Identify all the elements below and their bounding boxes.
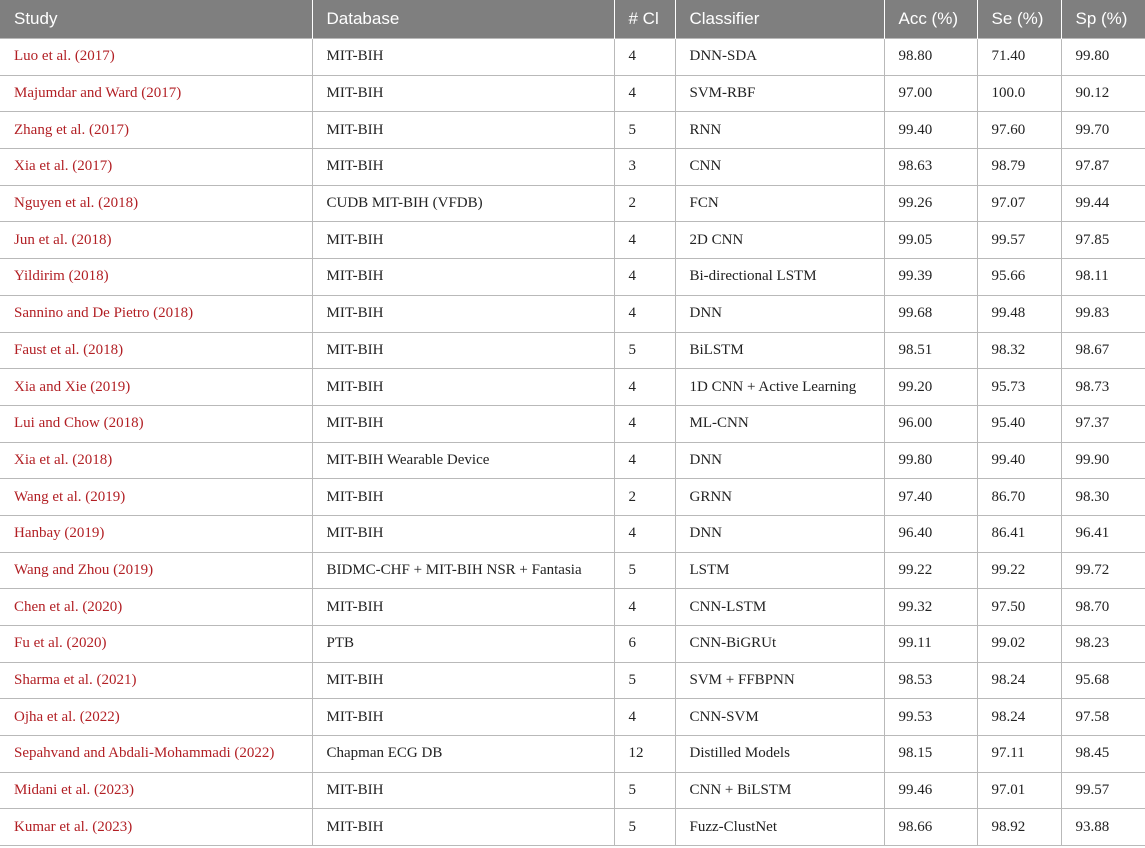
cell-study[interactable]: Ojha et al. (2022) xyxy=(0,699,312,736)
cell-classes: 4 xyxy=(614,39,675,76)
table-row xyxy=(0,295,1145,332)
table-row xyxy=(0,222,1145,259)
cell-study[interactable]: Midani et al. (2023) xyxy=(0,772,312,809)
cell-sensitivity: 99.40 xyxy=(977,442,1061,479)
cell-accuracy: 97.40 xyxy=(884,479,977,516)
cell-specificity: 98.45 xyxy=(1061,736,1145,773)
cell-study[interactable]: Nguyen et al. (2018) xyxy=(0,185,312,222)
cell-database: MIT-BIH xyxy=(312,589,614,626)
cell-database: MIT-BIH xyxy=(312,149,614,186)
cell-database: MIT-BIH xyxy=(312,405,614,442)
cell-sensitivity: 99.57 xyxy=(977,222,1061,259)
table-row xyxy=(0,75,1145,112)
cell-accuracy: 99.26 xyxy=(884,185,977,222)
cell-classifier: CNN + BiLSTM xyxy=(675,772,884,809)
cell-database: Chapman ECG DB xyxy=(312,736,614,773)
cell-accuracy: 98.15 xyxy=(884,736,977,773)
cell-sensitivity: 97.07 xyxy=(977,185,1061,222)
cell-classifier: Distilled Models xyxy=(675,736,884,773)
cell-database: MIT-BIH xyxy=(312,369,614,406)
cell-specificity: 97.85 xyxy=(1061,222,1145,259)
header-classes: # Cl xyxy=(614,0,675,39)
header-database: Database xyxy=(312,0,614,39)
table-row xyxy=(0,515,1145,552)
cell-classifier: CNN-LSTM xyxy=(675,589,884,626)
table-row xyxy=(0,626,1145,663)
table-row xyxy=(0,39,1145,76)
cell-classifier: FCN xyxy=(675,185,884,222)
cell-classifier: DNN xyxy=(675,442,884,479)
cell-sensitivity: 98.32 xyxy=(977,332,1061,369)
cell-sensitivity: 95.40 xyxy=(977,405,1061,442)
cell-classes: 3 xyxy=(614,149,675,186)
table-row xyxy=(0,736,1145,773)
cell-accuracy: 99.20 xyxy=(884,369,977,406)
table-row xyxy=(0,552,1145,589)
cell-sensitivity: 97.50 xyxy=(977,589,1061,626)
table-row xyxy=(0,699,1145,736)
cell-classifier: CNN xyxy=(675,149,884,186)
cell-classifier: RNN xyxy=(675,112,884,149)
cell-study[interactable]: Zhang et al. (2017) xyxy=(0,112,312,149)
header-study: Study xyxy=(0,0,312,39)
cell-sensitivity: 98.24 xyxy=(977,699,1061,736)
cell-database: MIT-BIH Wearable Device xyxy=(312,442,614,479)
table-row xyxy=(0,332,1145,369)
table-row xyxy=(0,589,1145,626)
cell-study[interactable]: Sepahvand and Abdali-Mohammadi (2022) xyxy=(0,736,312,773)
cell-classes: 6 xyxy=(614,626,675,663)
cell-accuracy: 97.00 xyxy=(884,75,977,112)
cell-specificity: 99.80 xyxy=(1061,39,1145,76)
cell-database: MIT-BIH xyxy=(312,809,614,846)
cell-classes: 4 xyxy=(614,259,675,296)
table-row xyxy=(0,185,1145,222)
cell-sensitivity: 99.22 xyxy=(977,552,1061,589)
cell-classes: 4 xyxy=(614,515,675,552)
cell-database: MIT-BIH xyxy=(312,515,614,552)
cell-study[interactable]: Fu et al. (2020) xyxy=(0,626,312,663)
cell-sensitivity: 98.92 xyxy=(977,809,1061,846)
cell-classifier: Bi-directional LSTM xyxy=(675,259,884,296)
cell-classes: 5 xyxy=(614,552,675,589)
table-row xyxy=(0,405,1145,442)
cell-sensitivity: 100.0 xyxy=(977,75,1061,112)
cell-study[interactable]: Jun et al. (2018) xyxy=(0,222,312,259)
cell-accuracy: 98.80 xyxy=(884,39,977,76)
cell-accuracy: 99.68 xyxy=(884,295,977,332)
cell-database: MIT-BIH xyxy=(312,332,614,369)
table-row xyxy=(0,772,1145,809)
cell-classes: 4 xyxy=(614,75,675,112)
cell-accuracy: 98.51 xyxy=(884,332,977,369)
cell-classifier: CNN-BiGRUt xyxy=(675,626,884,663)
cell-study[interactable]: Sharma et al. (2021) xyxy=(0,662,312,699)
cell-specificity: 99.72 xyxy=(1061,552,1145,589)
cell-accuracy: 99.80 xyxy=(884,442,977,479)
cell-classifier: ML-CNN xyxy=(675,405,884,442)
cell-database: CUDB MIT-BIH (VFDB) xyxy=(312,185,614,222)
cell-study[interactable]: Faust et al. (2018) xyxy=(0,332,312,369)
cell-classifier: DNN xyxy=(675,295,884,332)
table-row xyxy=(0,809,1145,846)
cell-specificity: 93.88 xyxy=(1061,809,1145,846)
table-body xyxy=(0,39,1145,846)
cell-sensitivity: 71.40 xyxy=(977,39,1061,76)
table-row xyxy=(0,259,1145,296)
cell-sensitivity: 86.70 xyxy=(977,479,1061,516)
header-accuracy: Acc (%) xyxy=(884,0,977,39)
cell-classes: 2 xyxy=(614,185,675,222)
table-row xyxy=(0,112,1145,149)
cell-specificity: 99.70 xyxy=(1061,112,1145,149)
cell-specificity: 98.11 xyxy=(1061,259,1145,296)
cell-classifier: LSTM xyxy=(675,552,884,589)
table-row xyxy=(0,479,1145,516)
cell-classifier: SVM-RBF xyxy=(675,75,884,112)
table-row xyxy=(0,662,1145,699)
cell-database: MIT-BIH xyxy=(312,75,614,112)
cell-specificity: 96.41 xyxy=(1061,515,1145,552)
cell-classifier: 2D CNN xyxy=(675,222,884,259)
cell-database: MIT-BIH xyxy=(312,699,614,736)
cell-classes: 4 xyxy=(614,295,675,332)
cell-specificity: 98.70 xyxy=(1061,589,1145,626)
cell-study[interactable]: Sannino and De Pietro (2018) xyxy=(0,295,312,332)
cell-sensitivity: 97.11 xyxy=(977,736,1061,773)
cell-study[interactable]: Lui and Chow (2018) xyxy=(0,405,312,442)
cell-classes: 4 xyxy=(614,222,675,259)
header-classifier: Classifier xyxy=(675,0,884,39)
cell-database: MIT-BIH xyxy=(312,479,614,516)
cell-specificity: 99.57 xyxy=(1061,772,1145,809)
cell-accuracy: 99.39 xyxy=(884,259,977,296)
cell-classifier: SVM + FFBPNN xyxy=(675,662,884,699)
cell-database: PTB xyxy=(312,626,614,663)
cell-classifier: DNN-SDA xyxy=(675,39,884,76)
cell-classifier: 1D CNN + Active Learning xyxy=(675,369,884,406)
cell-sensitivity: 98.24 xyxy=(977,662,1061,699)
cell-study[interactable]: Luo et al. (2017) xyxy=(0,39,312,76)
cell-accuracy: 99.05 xyxy=(884,222,977,259)
cell-study[interactable]: Xia et al. (2017) xyxy=(0,149,312,186)
cell-classes: 12 xyxy=(614,736,675,773)
cell-accuracy: 99.53 xyxy=(884,699,977,736)
cell-database: MIT-BIH xyxy=(312,259,614,296)
cell-specificity: 98.23 xyxy=(1061,626,1145,663)
cell-sensitivity: 99.02 xyxy=(977,626,1061,663)
cell-accuracy: 99.40 xyxy=(884,112,977,149)
cell-accuracy: 96.40 xyxy=(884,515,977,552)
cell-study[interactable]: Hanbay (2019) xyxy=(0,515,312,552)
cell-accuracy: 98.53 xyxy=(884,662,977,699)
cell-study[interactable]: Wang et al. (2019) xyxy=(0,479,312,516)
cell-database: MIT-BIH xyxy=(312,295,614,332)
cell-classes: 5 xyxy=(614,112,675,149)
cell-study[interactable]: Xia et al. (2018) xyxy=(0,442,312,479)
cell-classes: 4 xyxy=(614,442,675,479)
cell-classifier: CNN-SVM xyxy=(675,699,884,736)
cell-sensitivity: 97.01 xyxy=(977,772,1061,809)
cell-specificity: 98.30 xyxy=(1061,479,1145,516)
cell-specificity: 99.83 xyxy=(1061,295,1145,332)
header-specificity: Sp (%) xyxy=(1061,0,1145,39)
cell-classifier: DNN xyxy=(675,515,884,552)
cell-classes: 4 xyxy=(614,589,675,626)
table-row xyxy=(0,149,1145,186)
cell-specificity: 98.67 xyxy=(1061,332,1145,369)
cell-sensitivity: 86.41 xyxy=(977,515,1061,552)
cell-database: MIT-BIH xyxy=(312,112,614,149)
cell-classes: 5 xyxy=(614,662,675,699)
cell-classes: 5 xyxy=(614,809,675,846)
cell-accuracy: 99.46 xyxy=(884,772,977,809)
cell-classes: 4 xyxy=(614,699,675,736)
cell-study[interactable]: Xia and Xie (2019) xyxy=(0,369,312,406)
cell-specificity: 99.90 xyxy=(1061,442,1145,479)
cell-classifier: GRNN xyxy=(675,479,884,516)
cell-classes: 4 xyxy=(614,369,675,406)
cell-study[interactable]: Kumar et al. (2023) xyxy=(0,809,312,846)
cell-sensitivity: 99.48 xyxy=(977,295,1061,332)
cell-classes: 4 xyxy=(614,405,675,442)
cell-classes: 2 xyxy=(614,479,675,516)
cell-accuracy: 99.22 xyxy=(884,552,977,589)
cell-classifier: BiLSTM xyxy=(675,332,884,369)
cell-specificity: 97.58 xyxy=(1061,699,1145,736)
cell-sensitivity: 95.66 xyxy=(977,259,1061,296)
cell-specificity: 99.44 xyxy=(1061,185,1145,222)
cell-database: MIT-BIH xyxy=(312,39,614,76)
header-row xyxy=(0,0,1145,39)
cell-accuracy: 96.00 xyxy=(884,405,977,442)
cell-accuracy: 99.32 xyxy=(884,589,977,626)
cell-classes: 5 xyxy=(614,772,675,809)
cell-database: MIT-BIH xyxy=(312,662,614,699)
header-sensitivity: Se (%) xyxy=(977,0,1061,39)
cell-classes: 5 xyxy=(614,332,675,369)
cell-accuracy: 98.63 xyxy=(884,149,977,186)
cell-accuracy: 98.66 xyxy=(884,809,977,846)
cell-database: MIT-BIH xyxy=(312,772,614,809)
table-row xyxy=(0,442,1145,479)
cell-specificity: 97.37 xyxy=(1061,405,1145,442)
cell-specificity: 95.68 xyxy=(1061,662,1145,699)
cell-study[interactable]: Yildirim (2018) xyxy=(0,259,312,296)
cell-study[interactable]: Chen et al. (2020) xyxy=(0,589,312,626)
cell-sensitivity: 97.60 xyxy=(977,112,1061,149)
cell-specificity: 90.12 xyxy=(1061,75,1145,112)
cell-sensitivity: 95.73 xyxy=(977,369,1061,406)
cell-study[interactable]: Majumdar and Ward (2017) xyxy=(0,75,312,112)
cell-study[interactable]: Wang and Zhou (2019) xyxy=(0,552,312,589)
cell-database: MIT-BIH xyxy=(312,222,614,259)
cell-database: BIDMC-CHF + MIT-BIH NSR + Fantasia xyxy=(312,552,614,589)
cell-specificity: 97.87 xyxy=(1061,149,1145,186)
cell-classifier: Fuzz-ClustNet xyxy=(675,809,884,846)
table-row xyxy=(0,369,1145,406)
cell-accuracy: 99.11 xyxy=(884,626,977,663)
cell-sensitivity: 98.79 xyxy=(977,149,1061,186)
cell-specificity: 98.73 xyxy=(1061,369,1145,406)
